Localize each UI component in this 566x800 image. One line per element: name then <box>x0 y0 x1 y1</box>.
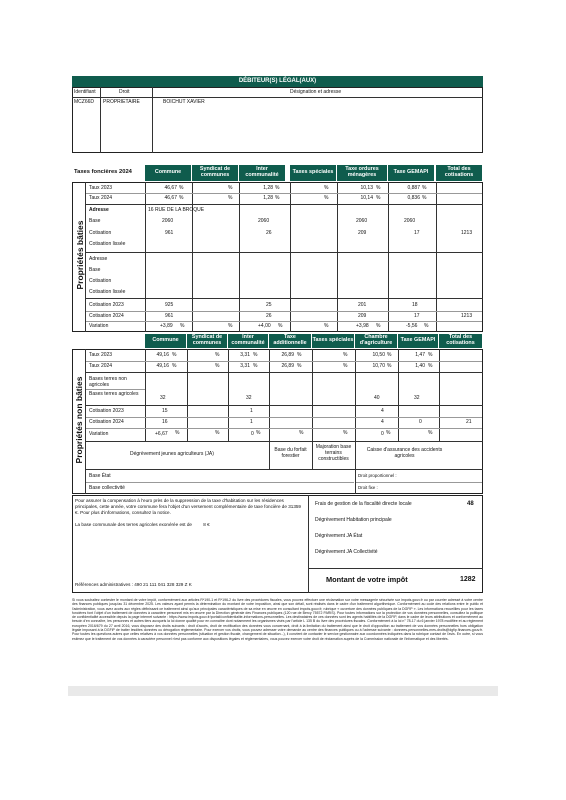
hdr-bati-syndicat: Syndicat de communes <box>192 165 238 181</box>
base-exoneree-value: 8 € <box>203 522 210 527</box>
footer-legal-text: Si vous souhaitez contester le montant de votre impôt, conformément aux articles R*190-1 et R*196-2 du livre des procédures fiscales, vous pouvez effectuer une réclamation sur votre messagerie sécurisée sur impots.gouv.fr ou par courrier adressé à votre centre des finances publiques jusqu'au 31 décembre 2025. Les valeurs ayant permis la détermination du montant de votre imposition, ainsi que son détail, sont réalisés dans le cadre d'un traitement algorithmique. Conformément au code des relations entre le public et l'administration, vous avez accès aux règles définissant ce traitement ainsi qu'aux principales caractéristiques de sa mise en œuvre en consultant impots.gouv.fr, rubrique « ouverture des données publiques de la DGFiP ». Les informations recueillies pour les taxes foncières font l'objet d'un traitement de données à caractère personnel mis en œuvre par la Direction générale des Finances publiques (120 rue de Bercy 75572 PARIS). Pour toutes informations sur la protection de vos données personnelles, consultez la politique de confidentialité accessible depuis la page internet suivante : https://www.impots.gouv.fr/portail/confidentialite-informations-personnelles. Les destinataires de ces données sont les agents habilités de la DGFiP, dans le cadre de leurs attributions et conformément au besoin d'en connaître, les personnes et autres tiers auxquels la loi donne qualité pour en connaître dont notamment les organismes visés par l'article L 135 B du livre des procédures fiscales. Conformément à la loi n° 78-17 du 6 janvier 1978 modifiée et au règlement européen 2016/679 du 27 avril 2016, vous disposez des droits suivants : droit d'accès, droit de rectification des données vous concernant, droit à la limitation du traitement ainsi que le droit d'opposition au traitement de vos données personnelles hors obligation légale imposant à la DGFiP de traiter lesdites données ou dérogation réglementaire. Pour exercer vos droits, vous pouvez adresser votre demande au centre des finances publiques ou à l'adresse suivante : donnees-personnelles-mes-droits@dgfip.finances.gouv.fr. Pour toutes les questions autres que celles relatives à vos données personnelles (situation et gestion fiscale, changement de situation...), il convient de contacter le service gestionnaire aux coordonnées indiquées dans la rubrique contact de l'avis. En outre, si vous estimez que le traitement de vos données à caractère personnel n'est pas conforme aux dispositions légales et réglementaires, vous pouvez exercer votre droit de réclamation auprès de la Commission nationale de l'informatique et des libertés. <box>72 598 483 641</box>
nb-cot-2023-inter: 1 <box>250 408 253 414</box>
nb-taux-2024-label: Taux 2024 <box>89 363 113 369</box>
cot-ordures: 209 <box>358 230 367 236</box>
pct: % <box>228 185 233 191</box>
nb-cot-2024-chambre: 4 <box>381 419 384 425</box>
hdr-nb-gemapi: Taxe GEMAPI <box>398 334 438 348</box>
degrevement-ja-collectivite: Dégrèvement JA Collectivité <box>315 549 378 555</box>
pct: % <box>343 430 348 436</box>
pct: % <box>180 323 185 329</box>
caisse: Caisse d'assurance des accidents agricoles <box>366 447 443 459</box>
bati-cot-2024-commune: 961 <box>165 313 174 319</box>
hdr-bati-commune: Commune <box>145 165 191 181</box>
pct: % <box>228 195 233 201</box>
hdr-bati-inter: Inter communalité <box>239 165 285 181</box>
adresse-label-2: Adresse <box>89 256 108 262</box>
base-gemapi: 2060 <box>404 218 416 224</box>
nb-taux-2024-gemapi: 1,40 <box>415 363 425 369</box>
base-collectivite: Base collectivité <box>89 485 125 491</box>
pct: % <box>275 185 280 191</box>
pct: % <box>179 185 184 191</box>
bati-var-inter: +4,00 <box>258 323 271 329</box>
pct: % <box>387 363 392 369</box>
frais-value: 48 <box>467 501 474 507</box>
bati-taux-2023-gemapi: 0,887 <box>407 185 420 191</box>
pct: % <box>228 323 233 329</box>
identifiant-value: MCZ66D <box>74 99 95 105</box>
base-exoneree-line <box>75 523 210 528</box>
nb-var-chambre: 0 <box>381 431 384 437</box>
pct: % <box>278 323 283 329</box>
hdr-bati-speciales: Taxes spéciales <box>290 165 336 181</box>
lissee-label-2: Cotisation lissée <box>89 289 126 295</box>
nb-base-commune: 32 <box>160 395 166 401</box>
bati-taux-2024-gemapi: 0,836 <box>407 195 420 201</box>
lissee-label: Cotisation lissée <box>89 241 126 247</box>
pct: % <box>215 352 220 358</box>
bati-taux-2023-inter: 1,28 <box>263 185 273 191</box>
compensation-text2: Pour plus d'informations, consultez la notice. <box>80 510 171 515</box>
pct: % <box>297 352 302 358</box>
pct: % <box>215 430 220 436</box>
base-label-2: Base <box>89 267 101 273</box>
nb-taux-2023-chambre: 10,50 <box>372 352 385 358</box>
non-bati-section-label: Propriétés non bâties <box>74 376 84 464</box>
bati-var-ordures: +3,98 <box>356 323 369 329</box>
nb-cot-2024-label: Cotisation 2024 <box>89 419 124 425</box>
bati-taux-2023-ordures: 10,13 <box>360 185 373 191</box>
nb-taux-2024-inter: 3,31 <box>240 363 250 369</box>
degrevement-habitation: Dégrèvement Habitation principale <box>315 517 392 523</box>
droit-proportionnel: Droit proportionnel : <box>358 473 397 478</box>
bati-cot-2024-ordures: 209 <box>358 313 367 319</box>
bati-cot-2024-inter: 26 <box>266 313 272 319</box>
base-inter: 2060 <box>258 218 270 224</box>
pct: % <box>324 323 329 329</box>
bati-taux-2023-commune: 46,67 <box>164 185 177 191</box>
bati-cot-2024-gemapi: 17 <box>414 313 420 319</box>
debiteur-name: BOICHUT XAVIER <box>163 99 205 105</box>
debiteur-header: DÉBITEUR(S) LÉGAL(AUX) <box>72 76 483 87</box>
bati-taux-2024-commune: 46,67 <box>164 195 177 201</box>
hdr-nb-additionnelle: Taxe additionnelle <box>269 334 311 348</box>
cotisation-label: Cotisation <box>89 230 112 236</box>
nb-taux-2024-commune: 49,16 <box>156 363 169 369</box>
pct: % <box>386 430 391 436</box>
nb-base-chambre: 40 <box>374 395 380 401</box>
pct: % <box>299 430 304 436</box>
pct: % <box>172 363 177 369</box>
montant-value: 1282 <box>460 576 476 583</box>
nb-taux-2023-commune: 49,16 <box>156 352 169 358</box>
cot-gemapi: 17 <box>414 230 420 236</box>
degrevement-ja-etat: Dégrèvement JA État <box>315 533 363 539</box>
base-forfait: Base du forfait forestier <box>274 447 307 459</box>
bati-var-gemapi: -5,56 <box>406 323 418 329</box>
base-exoneree-text: La base communale des terres agricoles exonérée est de <box>75 522 192 527</box>
hdr-bati-total: Total des cotisations <box>436 165 482 181</box>
pct: % <box>275 195 280 201</box>
nb-cot-2023-chambre: 4 <box>381 408 384 414</box>
nb-base-inter: 32 <box>246 395 252 401</box>
nb-variation-label: Variation <box>89 431 109 437</box>
cotisation-label-2: Cotisation <box>89 278 112 284</box>
pct: % <box>376 195 381 201</box>
pct: % <box>387 352 392 358</box>
droit-value: PROPRIETAIRE <box>103 99 140 105</box>
cot-commune: 961 <box>165 230 174 236</box>
nb-cot-2023-label: Cotisation 2023 <box>89 408 124 414</box>
pct: % <box>256 430 261 436</box>
pct: % <box>424 323 429 329</box>
cot-total: 1213 <box>461 230 473 236</box>
nb-var-commune: +6,67 <box>155 431 168 437</box>
cot-inter: 26 <box>266 230 272 236</box>
bases-agricoles-label: Bases terres agricoles <box>89 391 139 397</box>
pct: % <box>376 323 381 329</box>
nb-taux-2023-gemapi: 1,47 <box>415 352 425 358</box>
footer-bar <box>68 686 498 696</box>
col-identifiant: Identifiant <box>74 89 96 95</box>
pct: % <box>297 363 302 369</box>
compensation-amount: 31359 €. <box>75 504 301 515</box>
pct: % <box>422 185 427 191</box>
bati-taux-2023-label: Taux 2023 <box>89 185 113 191</box>
degrevement-ja: Dégrèvement jeunes agriculteurs (JA) <box>130 451 214 457</box>
hdr-nb-inter: Inter communalité <box>228 334 268 348</box>
pct: % <box>253 352 258 358</box>
references-administratives: Références administratives : 490 21 111 041 328 329 Z K <box>75 582 192 587</box>
nb-taux-2024-chambre: 10,70 <box>372 363 385 369</box>
pct: % <box>175 430 180 436</box>
pct: % <box>376 185 381 191</box>
base-label: Base <box>89 218 101 224</box>
hdr-bati-ordures: Taxe ordures ménagères <box>337 165 387 181</box>
droit-fixe: Droit fixe : <box>358 485 378 490</box>
bati-cot-2024-total: 1213 <box>461 313 473 319</box>
base-etat: Base État <box>89 473 111 479</box>
bati-section-label: Propriétés bâties <box>75 220 85 290</box>
hdr-nb-chambre: Chambre d'agriculture <box>355 334 397 348</box>
bati-cot-2023-label: Cotisation 2023 <box>89 302 124 308</box>
bati-variation-label: Variation <box>89 323 109 329</box>
frais-label: Frais de gestion de la fiscalité directe locale <box>315 501 412 507</box>
bati-taux-2024-inter: 1,28 <box>263 195 273 201</box>
nb-base-gemapi: 32 <box>414 395 420 401</box>
nb-taux-2023-inter: 3,31 <box>240 352 250 358</box>
bati-taux-2024-ordures: 10,14 <box>360 195 373 201</box>
hdr-nb-total: Total des cotisations <box>439 334 482 348</box>
bati-taux-2024-label: Taux 2024 <box>89 195 113 201</box>
bati-var-commune: +3,89 <box>160 323 173 329</box>
pct: % <box>172 352 177 358</box>
montant-label: Montant de votre impôt <box>326 575 408 584</box>
hdr-nb-syndicat: Syndicat de communes <box>187 334 227 348</box>
bati-cot-2023-ordures: 201 <box>358 302 367 308</box>
nb-cot-2024-total: 21 <box>466 419 472 425</box>
hdr-nb-speciales: Taxes spéciales <box>312 334 354 348</box>
hdr-bati-gemapi: Taxe GEMAPI <box>388 165 434 181</box>
pct: % <box>215 363 220 369</box>
pct: % <box>343 363 348 369</box>
bati-cot-2023-gemapi: 18 <box>412 302 418 308</box>
pct: % <box>179 195 184 201</box>
hdr-nb-commune: Commune <box>145 334 186 348</box>
nb-var-inter: 0 <box>251 431 254 437</box>
compensation-text1: Pour assurer la compensation à l'euro près de la suppression de la taxe d'habitation sur les résidences principales, cette année, votre commune fera l'objet d'un versement complémentaire de taxe foncière de <box>75 498 287 509</box>
pct: % <box>324 195 329 201</box>
pct: % <box>428 430 433 436</box>
taxes-foncieres-title: Taxes foncières 2024 <box>74 169 132 175</box>
nb-cot-2024-gemapi: 0 <box>419 419 422 425</box>
pct: % <box>343 352 348 358</box>
col-droit: Droit <box>119 89 130 95</box>
pct: % <box>428 363 433 369</box>
pct: % <box>324 185 329 191</box>
majoration: Majoration base terrains constructibles <box>315 444 352 462</box>
bati-cot-2023-inter: 25 <box>266 302 272 308</box>
nb-cot-2024-commune: 16 <box>162 419 168 425</box>
adresse-value: 16 RUE DE LA BROQUE <box>148 207 205 213</box>
nb-taux-2023-label: Taux 2023 <box>89 352 113 358</box>
base-commune: 2060 <box>162 218 174 224</box>
nb-cot-2024-inter: 1 <box>250 419 253 425</box>
pct: % <box>428 352 433 358</box>
bases-non-agricoles-label: Bases terres non agricoles <box>89 376 127 388</box>
compensation-text <box>75 498 303 516</box>
nb-taux-2023-additionnelle: 26,89 <box>281 352 294 358</box>
pct: % <box>422 195 427 201</box>
adresse-label: Adresse <box>89 207 109 213</box>
nb-cot-2023-commune: 15 <box>162 408 168 414</box>
nb-taux-2024-additionnelle: 26,89 <box>281 363 294 369</box>
col-designation: Désignation et adresse <box>290 89 342 95</box>
bati-cot-2023-commune: 925 <box>165 302 174 308</box>
base-ordures: 2060 <box>356 218 368 224</box>
bati-cot-2024-label: Cotisation 2024 <box>89 313 124 319</box>
pct: % <box>253 363 258 369</box>
